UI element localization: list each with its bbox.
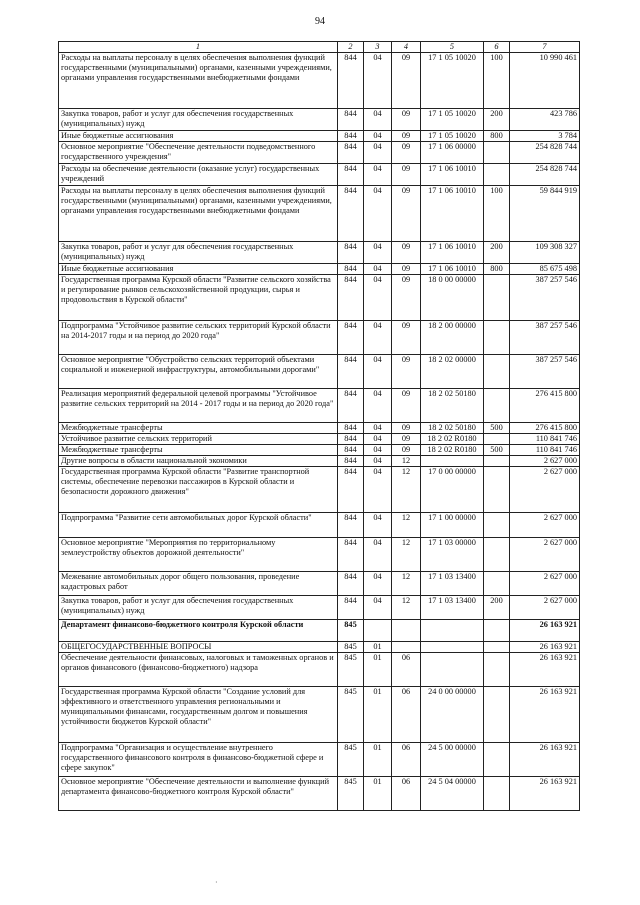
expense-name-cell: Межбюджетные трансферты <box>59 423 338 434</box>
table-row <box>59 513 580 538</box>
subsection-code-cell: 09 <box>392 109 421 131</box>
amount-cell: 110 841 746 <box>510 445 580 456</box>
section-code-cell: 04 <box>364 321 392 355</box>
subsection-code-cell: 06 <box>392 653 421 687</box>
amount-cell: 59 844 919 <box>510 186 580 242</box>
expense-type-cell <box>484 434 510 445</box>
expense-name-cell: Другие вопросы в области национальной экономики <box>59 456 338 467</box>
ministry-code-cell: 844 <box>338 467 364 513</box>
table-row <box>59 777 580 811</box>
column-number-2: 2 <box>338 42 364 53</box>
target-article-cell: 17 1 03 13400 <box>421 596 484 620</box>
expense-name-cell: Подпрограмма "Устойчивое развитие сельских территорий Курской области на 2014-2017 годы и на период до 2020 года" <box>59 321 338 355</box>
target-article-cell: 18 2 00 00000 <box>421 321 484 355</box>
expense-name-cell: Государственная программа Курской области "Развитие сельского хозяйства и регулирование рынков сельскохозяйственной продукции, сырья и продовольствия в Курской области" <box>59 275 338 321</box>
ministry-code-cell: 844 <box>338 186 364 242</box>
expense-name-cell: Основное мероприятие "Обустройство сельских территорий объектами социальной и инженерной инфраструктуры, автомобильными дорогами" <box>59 355 338 389</box>
table-row <box>59 109 580 131</box>
target-article-cell <box>421 642 484 653</box>
expense-type-cell <box>484 389 510 423</box>
target-article-cell: 18 0 00 00000 <box>421 275 484 321</box>
amount-cell: 26 163 921 <box>510 620 580 642</box>
target-article-cell: 18 2 02 R0180 <box>421 434 484 445</box>
expense-name-cell: Основное мероприятие "Обеспечение деятельности подведомственного государственного учреждения" <box>59 142 338 164</box>
target-article-cell: 17 1 05 10020 <box>421 109 484 131</box>
section-code-cell: 04 <box>364 164 392 186</box>
expense-name-cell: Иные бюджетные ассигнования <box>59 131 338 142</box>
table-row <box>59 572 580 596</box>
expense-type-cell: 100 <box>484 53 510 109</box>
ministry-code-cell: 844 <box>338 142 364 164</box>
expense-type-cell <box>484 513 510 538</box>
section-code-cell: 04 <box>364 434 392 445</box>
expense-name-cell: Реализация мероприятий федеральной целевой программы "Устойчивое развитие сельских территорий на 2014 - 2017 годы и на период до 2020 года" <box>59 389 338 423</box>
expense-name-cell: Устойчивое развитие сельских территорий <box>59 434 338 445</box>
amount-cell: 2 627 000 <box>510 596 580 620</box>
ministry-code-cell: 844 <box>338 445 364 456</box>
ministry-code-cell: 845 <box>338 653 364 687</box>
amount-cell: 3 784 <box>510 131 580 142</box>
expense-name-cell: Основное мероприятие "Обеспечение деятельности и выполнение функций департамента финансово-бюджетного контроля Курской области" <box>59 777 338 811</box>
table-row <box>59 264 580 275</box>
target-article-cell: 17 1 05 10020 <box>421 131 484 142</box>
table-body <box>59 53 580 811</box>
subsection-code-cell: 12 <box>392 456 421 467</box>
amount-cell: 26 163 921 <box>510 642 580 653</box>
ministry-code-cell: 844 <box>338 434 364 445</box>
amount-cell: 2 627 000 <box>510 456 580 467</box>
ministry-code-cell: 844 <box>338 275 364 321</box>
target-article-cell: 18 2 02 50180 <box>421 389 484 423</box>
expense-type-cell <box>484 653 510 687</box>
target-article-cell: 17 1 06 10010 <box>421 164 484 186</box>
expense-name-cell: ОБЩЕГОСУДАРСТВЕННЫЕ ВОПРОСЫ <box>59 642 338 653</box>
table-row <box>59 434 580 445</box>
expense-name-cell: Основное мероприятие "Мероприятия по территориальному землеустройству объектов дорожной деятельности" <box>59 538 338 572</box>
ministry-code-cell: 844 <box>338 109 364 131</box>
amount-cell: 26 163 921 <box>510 687 580 743</box>
table-row <box>59 142 580 164</box>
table-row <box>59 743 580 777</box>
subsection-code-cell: 12 <box>392 513 421 538</box>
subsection-code-cell: 09 <box>392 131 421 142</box>
section-code-cell: 04 <box>364 538 392 572</box>
table-row <box>59 642 580 653</box>
section-code-cell: 04 <box>364 513 392 538</box>
expense-type-cell <box>484 642 510 653</box>
subsection-code-cell: 12 <box>392 467 421 513</box>
section-code-cell: 01 <box>364 777 392 811</box>
expense-type-cell <box>484 687 510 743</box>
target-article-cell: 17 1 06 00000 <box>421 142 484 164</box>
table-row <box>59 445 580 456</box>
expense-name-cell: Департамент финансово-бюджетного контроля Курской области <box>59 620 338 642</box>
expense-name-cell: Государственная программа Курской области "Создание условий для эффективного и ответственного управления региональными и муниципальными финансами, государственным долгом и повышения устойчивости бюджетов Курской области" <box>59 687 338 743</box>
expense-type-cell <box>484 572 510 596</box>
subsection-code-cell: 09 <box>392 389 421 423</box>
section-code-cell: 04 <box>364 456 392 467</box>
amount-cell: 387 257 546 <box>510 321 580 355</box>
amount-cell: 254 828 744 <box>510 164 580 186</box>
table-row <box>59 164 580 186</box>
amount-cell: 109 308 327 <box>510 242 580 264</box>
amount-cell: 2 627 000 <box>510 572 580 596</box>
section-code-cell: 04 <box>364 467 392 513</box>
expense-type-cell: 800 <box>484 131 510 142</box>
section-code-cell: 04 <box>364 131 392 142</box>
ministry-code-cell: 845 <box>338 620 364 642</box>
expense-name-cell: Расходы на выплаты персоналу в целях обеспечения выполнения функций государственными (муниципальными) органами, казенными учреждениями, органами управления государственными внебюджетными фондами <box>59 186 338 242</box>
ministry-code-cell: 845 <box>338 642 364 653</box>
expense-type-cell: 100 <box>484 186 510 242</box>
section-code-cell: 01 <box>364 743 392 777</box>
ministry-code-cell: 844 <box>338 321 364 355</box>
expense-name-cell: Межевание автомобильных дорог общего пользования, проведение кадастровых работ <box>59 572 338 596</box>
expense-type-cell: 500 <box>484 423 510 434</box>
expense-type-cell: 200 <box>484 109 510 131</box>
ministry-code-cell: 845 <box>338 687 364 743</box>
section-code-cell: 04 <box>364 142 392 164</box>
expense-name-cell: Закупка товаров, работ и услуг для обеспечения государственных (муниципальных) нужд <box>59 596 338 620</box>
amount-cell: 2 627 000 <box>510 513 580 538</box>
table-row <box>59 653 580 687</box>
table-row <box>59 275 580 321</box>
expense-name-cell: Расходы на выплаты персоналу в целях обеспечения выполнения функций государственными (муниципальными) органами, казенными учреждениями, органами управления государственными внебюджетными фондами <box>59 53 338 109</box>
expense-type-cell: 800 <box>484 264 510 275</box>
column-number-7: 7 <box>510 42 580 53</box>
ministry-code-cell: 844 <box>338 513 364 538</box>
section-code-cell: 04 <box>364 186 392 242</box>
expense-type-cell <box>484 743 510 777</box>
ministry-code-cell: 844 <box>338 572 364 596</box>
table-row <box>59 242 580 264</box>
target-article-cell <box>421 653 484 687</box>
expense-type-cell <box>484 538 510 572</box>
ministry-code-cell: 845 <box>338 777 364 811</box>
ministry-code-cell: 844 <box>338 131 364 142</box>
ministry-code-cell: 844 <box>338 596 364 620</box>
column-number-4: 4 <box>392 42 421 53</box>
section-code-cell: 01 <box>364 642 392 653</box>
amount-cell: 26 163 921 <box>510 777 580 811</box>
expense-type-cell: 500 <box>484 445 510 456</box>
subsection-code-cell: 09 <box>392 434 421 445</box>
subsection-code-cell: 09 <box>392 164 421 186</box>
subsection-code-cell: 09 <box>392 355 421 389</box>
ministry-code-cell: 844 <box>338 538 364 572</box>
target-article-cell: 17 1 00 00000 <box>421 513 484 538</box>
table-row <box>59 131 580 142</box>
target-article-cell: 17 1 06 10010 <box>421 242 484 264</box>
expense-type-cell: 200 <box>484 242 510 264</box>
expense-type-cell <box>484 142 510 164</box>
column-number-5: 5 <box>421 42 484 53</box>
target-article-cell: 24 0 00 00000 <box>421 687 484 743</box>
ministry-code-cell: 844 <box>338 164 364 186</box>
ministry-code-cell: 844 <box>338 355 364 389</box>
subsection-code-cell: 09 <box>392 142 421 164</box>
section-code-cell <box>364 620 392 642</box>
ministry-code-cell: 844 <box>338 456 364 467</box>
amount-cell: 254 828 744 <box>510 142 580 164</box>
table-row <box>59 53 580 109</box>
subsection-code-cell: 06 <box>392 777 421 811</box>
section-code-cell: 04 <box>364 445 392 456</box>
subsection-code-cell: 09 <box>392 264 421 275</box>
ministry-code-cell: 844 <box>338 264 364 275</box>
expense-name-cell: Подпрограмма "Развитие сети автомобильных дорог Курской области" <box>59 513 338 538</box>
target-article-cell: 17 1 06 10010 <box>421 186 484 242</box>
section-code-cell: 04 <box>364 275 392 321</box>
footer-mark: · <box>215 878 218 887</box>
target-article-cell: 17 1 03 00000 <box>421 538 484 572</box>
page-number: 94 <box>315 16 325 27</box>
ministry-code-cell: 845 <box>338 743 364 777</box>
target-article-cell: 17 1 05 10020 <box>421 53 484 109</box>
subsection-code-cell: 09 <box>392 321 421 355</box>
column-number-6: 6 <box>484 42 510 53</box>
ministry-code-cell: 844 <box>338 242 364 264</box>
subsection-code-cell: 06 <box>392 687 421 743</box>
amount-cell: 276 415 800 <box>510 423 580 434</box>
amount-cell: 2 627 000 <box>510 538 580 572</box>
table-row <box>59 456 580 467</box>
section-code-cell: 04 <box>364 596 392 620</box>
amount-cell: 2 627 000 <box>510 467 580 513</box>
budget-table <box>58 41 580 811</box>
expense-type-cell <box>484 467 510 513</box>
target-article-cell: 18 2 02 00000 <box>421 355 484 389</box>
amount-cell: 387 257 546 <box>510 275 580 321</box>
section-code-cell: 04 <box>364 423 392 434</box>
amount-cell: 110 841 746 <box>510 434 580 445</box>
table-row <box>59 186 580 242</box>
subsection-code-cell <box>392 620 421 642</box>
section-code-cell: 04 <box>364 53 392 109</box>
expense-name-cell: Закупка товаров, работ и услуг для обеспечения государственных (муниципальных) нужд <box>59 242 338 264</box>
amount-cell: 423 786 <box>510 109 580 131</box>
section-code-cell: 01 <box>364 687 392 743</box>
target-article-cell: 17 1 03 13400 <box>421 572 484 596</box>
subsection-code-cell: 09 <box>392 186 421 242</box>
expense-name-cell: Закупка товаров, работ и услуг для обеспечения государственных (муниципальных) нужд <box>59 109 338 131</box>
expense-type-cell <box>484 620 510 642</box>
target-article-cell: 18 2 02 50180 <box>421 423 484 434</box>
table-row <box>59 538 580 572</box>
expense-name-cell: Расходы на обеспечение деятельности (оказание услуг) государственных учреждений <box>59 164 338 186</box>
subsection-code-cell: 12 <box>392 538 421 572</box>
subsection-code-cell: 09 <box>392 53 421 109</box>
subsection-code-cell: 09 <box>392 423 421 434</box>
expense-type-cell <box>484 321 510 355</box>
table-row <box>59 355 580 389</box>
table-row <box>59 596 580 620</box>
section-code-cell: 04 <box>364 389 392 423</box>
section-code-cell: 04 <box>364 355 392 389</box>
target-article-cell: 24 5 04 00000 <box>421 777 484 811</box>
ministry-code-cell: 844 <box>338 53 364 109</box>
target-article-cell: 18 2 02 R0180 <box>421 445 484 456</box>
subsection-code-cell: 09 <box>392 445 421 456</box>
subsection-code-cell: 09 <box>392 242 421 264</box>
table-row <box>59 423 580 434</box>
expense-type-cell <box>484 777 510 811</box>
expense-name-cell: Иные бюджетные ассигнования <box>59 264 338 275</box>
expense-name-cell: Обеспечение деятельности финансовых, налоговых и таможенных органов и органов финансового (финансово-бюджетного) надзора <box>59 653 338 687</box>
expense-type-cell <box>484 275 510 321</box>
column-number-1: 1 <box>59 42 338 53</box>
subsection-code-cell: 09 <box>392 275 421 321</box>
table-row <box>59 467 580 513</box>
amount-cell: 387 257 546 <box>510 355 580 389</box>
amount-cell: 26 163 921 <box>510 743 580 777</box>
amount-cell: 26 163 921 <box>510 653 580 687</box>
section-code-cell: 04 <box>364 572 392 596</box>
column-number-3: 3 <box>364 42 392 53</box>
expense-type-cell: 200 <box>484 596 510 620</box>
table-row <box>59 620 580 642</box>
expense-type-cell <box>484 355 510 389</box>
expense-type-cell <box>484 164 510 186</box>
expense-type-cell <box>484 456 510 467</box>
expense-name-cell: Подпрограмма "Организация и осуществление внутреннего государственного финансового контроля в финансово-бюджетной сфере и сфере закупок" <box>59 743 338 777</box>
column-number-header <box>59 42 580 53</box>
section-code-cell: 01 <box>364 653 392 687</box>
table-row <box>59 687 580 743</box>
target-article-cell: 17 1 06 10010 <box>421 264 484 275</box>
expense-name-cell: Межбюджетные трансферты <box>59 445 338 456</box>
target-article-cell: 24 5 00 00000 <box>421 743 484 777</box>
amount-cell: 10 990 461 <box>510 53 580 109</box>
expense-name-cell: Государственная программа Курской области "Развитие транспортной системы, обеспечение перевозки пассажиров в Курской области и безопасности дорожного движения" <box>59 467 338 513</box>
ministry-code-cell: 844 <box>338 423 364 434</box>
ministry-code-cell: 844 <box>338 389 364 423</box>
target-article-cell <box>421 620 484 642</box>
table-row <box>59 389 580 423</box>
amount-cell: 85 675 498 <box>510 264 580 275</box>
section-code-cell: 04 <box>364 264 392 275</box>
section-code-cell: 04 <box>364 242 392 264</box>
subsection-code-cell: 12 <box>392 596 421 620</box>
amount-cell: 276 415 800 <box>510 389 580 423</box>
subsection-code-cell: 12 <box>392 572 421 596</box>
target-article-cell: 17 0 00 00000 <box>421 467 484 513</box>
target-article-cell <box>421 456 484 467</box>
subsection-code-cell: 06 <box>392 743 421 777</box>
section-code-cell: 04 <box>364 109 392 131</box>
table-row <box>59 321 580 355</box>
subsection-code-cell <box>392 642 421 653</box>
